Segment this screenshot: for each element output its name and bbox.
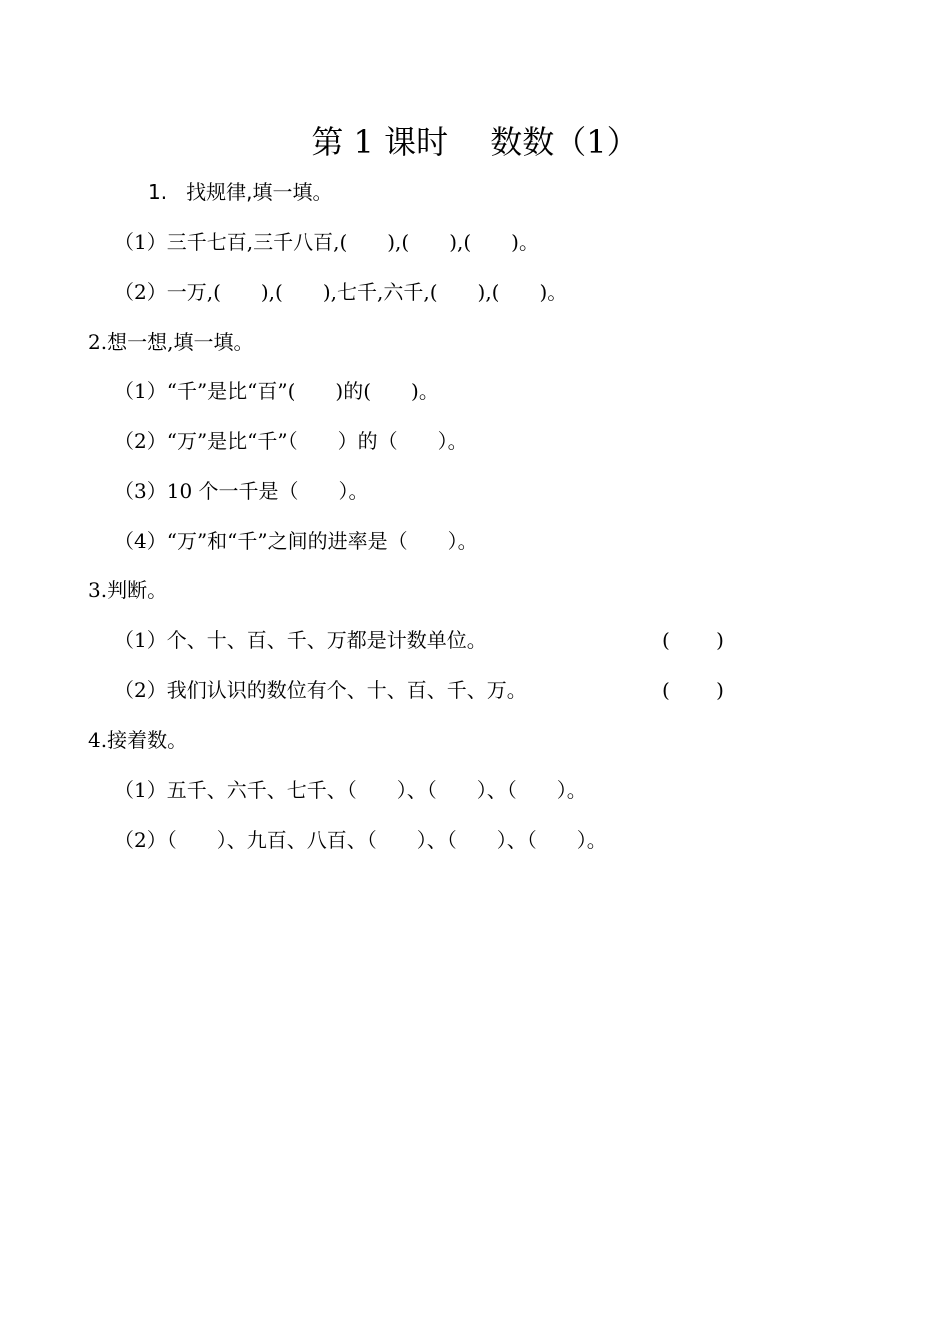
question-3-answer-box-2: ( ) xyxy=(662,678,724,702)
page-title: 第 1 课时 数数（1） xyxy=(311,123,639,161)
question-2-heading: 2.想一想,填一填。 xyxy=(88,330,254,354)
question-3-heading: 3.判断。 xyxy=(88,578,168,602)
question-3-item-2: （2）我们认识的数位有个、十、百、千、万。 xyxy=(114,678,527,702)
question-2-item-3: （3）10 个一千是（ ）。 xyxy=(114,479,369,503)
question-2-item-4: （4）“万”和“千”之间的进率是（ ）。 xyxy=(114,529,478,553)
question-4-heading: 4.接着数。 xyxy=(88,728,188,752)
question-4-item-2: （2）（ ）、九百、八百、（ ）、（ ）、（ ）。 xyxy=(114,828,607,852)
question-2-item-1: （1）“千”是比“百”( )的( )。 xyxy=(114,379,439,403)
question-1-item-2: （2）一万,( ),( ),七千,六千,( ),( )。 xyxy=(114,280,568,304)
question-1-item-1: （1）三千七百,三千八百,( ),( ),( )。 xyxy=(114,230,539,254)
question-4-item-1: （1）五千、六千、七千、（ ）、（ ）、（ ）。 xyxy=(114,778,587,802)
question-3-answer-box-1: ( ) xyxy=(662,628,724,652)
question-1-heading: 1. 找规律,填一填。 xyxy=(148,180,333,204)
question-3-item-1: （1）个、十、百、千、万都是计数单位。 xyxy=(114,628,487,652)
question-2-item-2: （2）“万”是比“千”（ ）的（ ）。 xyxy=(114,429,468,453)
